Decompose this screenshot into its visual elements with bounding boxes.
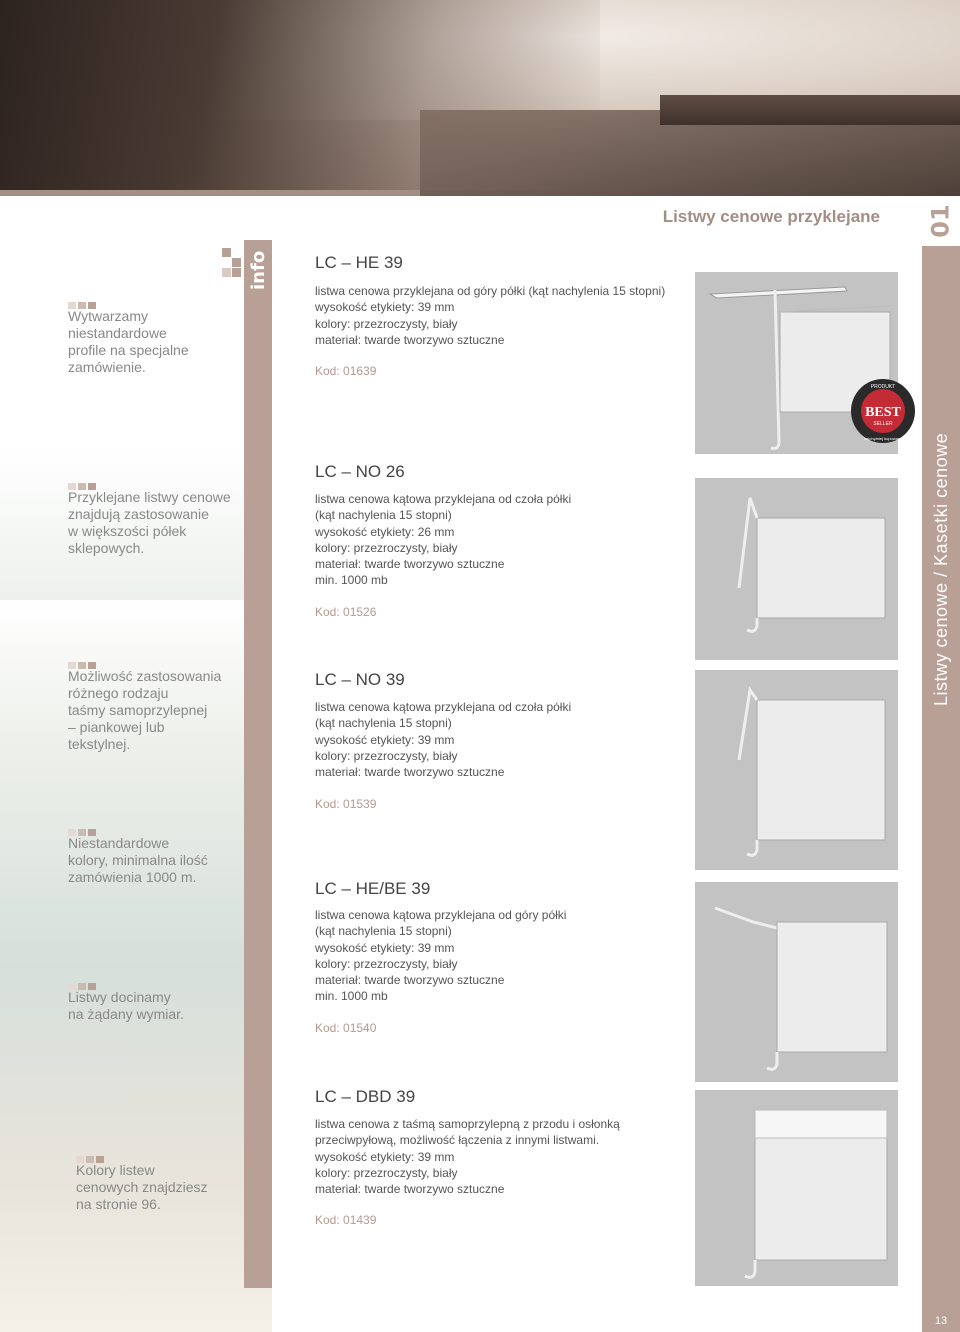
product-code: Kod: 01439: [315, 1213, 377, 1227]
product-title: LC – HE 39: [315, 253, 403, 272]
product-description: listwa cenowa przyklejana od góry półki (kąt nachylenia 15 stopni) wysokość etykiety: 39 mm kolory: przezroczysty, biały materiał: twarde tworzywo sztuczne: [315, 284, 666, 347]
product-code: Kod: 01539: [315, 797, 377, 811]
product-description: listwa cenowa kątowa przyklejana od czoła półki (kąt nachylenia 15 stopni) wysokość etykiety: 39 mm kolory: przezroczysty, biały materiał: twarde tworzywo sztuczne: [315, 700, 572, 780]
side-note: Kolory listew cenowych znajdziesz na stronie 96.: [76, 1162, 208, 1212]
product-image-lc-no-39: [695, 670, 898, 870]
product-title: LC – NO 39: [315, 670, 405, 689]
side-note: Możliwość zastosowania różnego rodzaju taśmy samoprzylepnej – piankowej lub tekstylnej.: [68, 668, 222, 752]
info-bar: [244, 240, 272, 1288]
side-note: Listwy docinamy na żądany wymiar.: [68, 989, 184, 1022]
product-description: listwa cenowa z taśmą samoprzylepną z przodu i osłonką przeciwpyłową, możliwość łączenia z innymi listwami. wysokość etykiety: 39 mm kolory: przezroczysty, biały materiał: twarde tworzywo sztuczne: [315, 1117, 620, 1197]
product-code: Kod: 01540: [315, 1021, 377, 1035]
info-square: [222, 268, 231, 277]
side-note: Niestandardowe kolory, minimalna ilość zamówienia 1000 m.: [68, 835, 208, 885]
product-image-lc-no-26: [695, 478, 898, 660]
svg-text:SELLER: SELLER: [873, 421, 893, 427]
product-code: Kod: 01526: [315, 605, 377, 619]
svg-text:BEST: BEST: [865, 405, 901, 420]
note-bullet: [76, 1150, 106, 1157]
product-title: LC – DBD 39: [315, 1087, 416, 1106]
product-description: listwa cenowa kątowa przyklejana od góry półki (kąt nachylenia 15 stopni) wysokość etykiety: 39 mm kolory: przezroczysty, biały materiał: twarde tworzywo sztuczne min. 1000 mb: [315, 908, 567, 1004]
note-bullet: [68, 296, 98, 303]
note-bullet: [68, 977, 98, 984]
chapter-number: 01: [922, 196, 960, 246]
product-code: Kod: 01639: [315, 364, 377, 378]
product-image-lc-he-be-39: [695, 882, 898, 1082]
info-square: [232, 268, 241, 277]
section-title: Listwy cenowe przyklejane: [662, 207, 880, 226]
product-title: LC – NO 26: [315, 462, 405, 481]
side-note: Przyklejane listwy cenowe znajdują zastosowanie w większości półek sklepowych.: [68, 489, 231, 556]
note-bullet: [68, 656, 98, 663]
info-label: info: [248, 250, 269, 290]
page-number: 13: [934, 1315, 948, 1327]
product-description: listwa cenowa kątowa przyklejana od czoła półki (kąt nachylenia 15 stopni) wysokość etykiety: 26 mm kolory: przezroczysty, biały materiał: twarde tworzywo sztuczne min. 1000 mb: [315, 492, 572, 588]
svg-text:PRODUKT: PRODUKT: [870, 384, 896, 390]
svg-text:najchętniej kupowany: najchętniej kupowany: [863, 436, 903, 441]
side-note: Wytwarzamy niestandardowe profile na specjalne zamówienie.: [68, 308, 189, 375]
product-title: LC – HE/BE 39: [315, 879, 431, 898]
header-photo: [0, 0, 960, 196]
best-seller-badge: [850, 378, 916, 444]
info-square: [222, 248, 231, 257]
note-bullet: [68, 477, 98, 484]
info-square: [232, 258, 241, 267]
product-image-lc-dbd-39: [695, 1090, 898, 1286]
note-bullet: [68, 823, 98, 830]
chapter-vertical-title: Listwy cenowe / Kasetki cenowe: [931, 432, 951, 706]
